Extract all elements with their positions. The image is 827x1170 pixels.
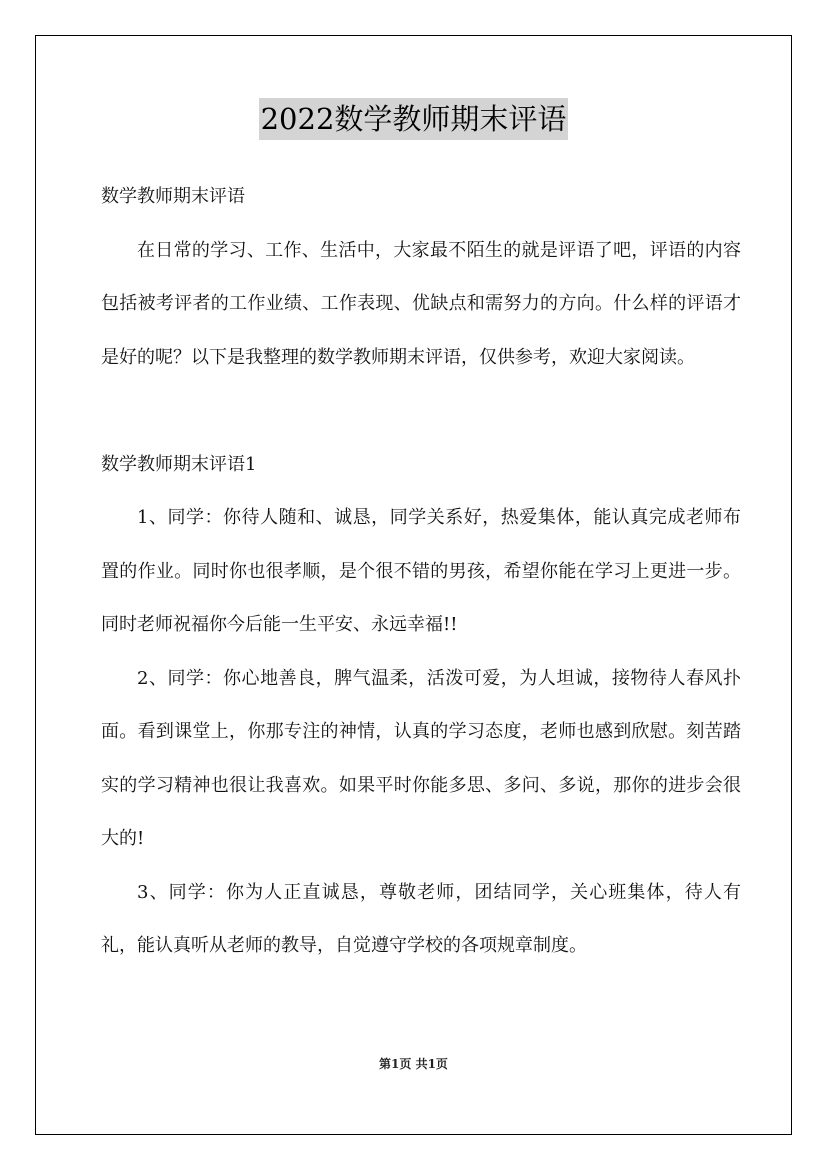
section-heading: 数学教师期末评语1: [101, 453, 257, 475]
section-spacer: [101, 384, 741, 438]
intro-paragraph: 在日常的学习、工作、生活中，大家最不陌生的就是评语了吧，评语的内容包括被考评者的工作业绩、工作表现、优缺点和需努力的方向。什么样的评语才是好的呢？以下是我整理的数学教师期末评语，仅供参考，欢迎大家阅读。: [101, 239, 741, 368]
intro-heading: 数学教师期末评语: [101, 186, 245, 207]
comment-paragraph-2: 2、同学：你心地善良，脾气温柔，活泼可爱，为人坦诚，接物待人春风扑面。看到课堂上，你那专注的神情，认真的学习态度，老师也感到欣慰。刻苦踏实的学习精神也很让我喜欢。如果平时你能多思、多问、多说，那你的进步会很大的!: [101, 667, 741, 849]
document-body: [101, 170, 741, 973]
document-title: 2022数学教师期末评语: [259, 98, 569, 140]
comment-paragraph-3: 3、同学：你为人正直诚恳，尊敬老师，团结同学，关心班集体，待人有礼，能认真听从老师的教导，自觉遵守学校的各项规章制度。: [101, 881, 741, 956]
title-container: [0, 98, 827, 140]
comment-paragraph-1: 1、同学：你待人随和、诚恳，同学关系好，热爱集体，能认真完成老师布置的作业。同时你也很孝顺，是个很不错的男孩，希望你能在学习上更进一步。同时老师祝福你今后能一生平安、永远幸福!!: [101, 507, 741, 635]
page-footer: 第1页 共1页: [379, 1057, 448, 1071]
